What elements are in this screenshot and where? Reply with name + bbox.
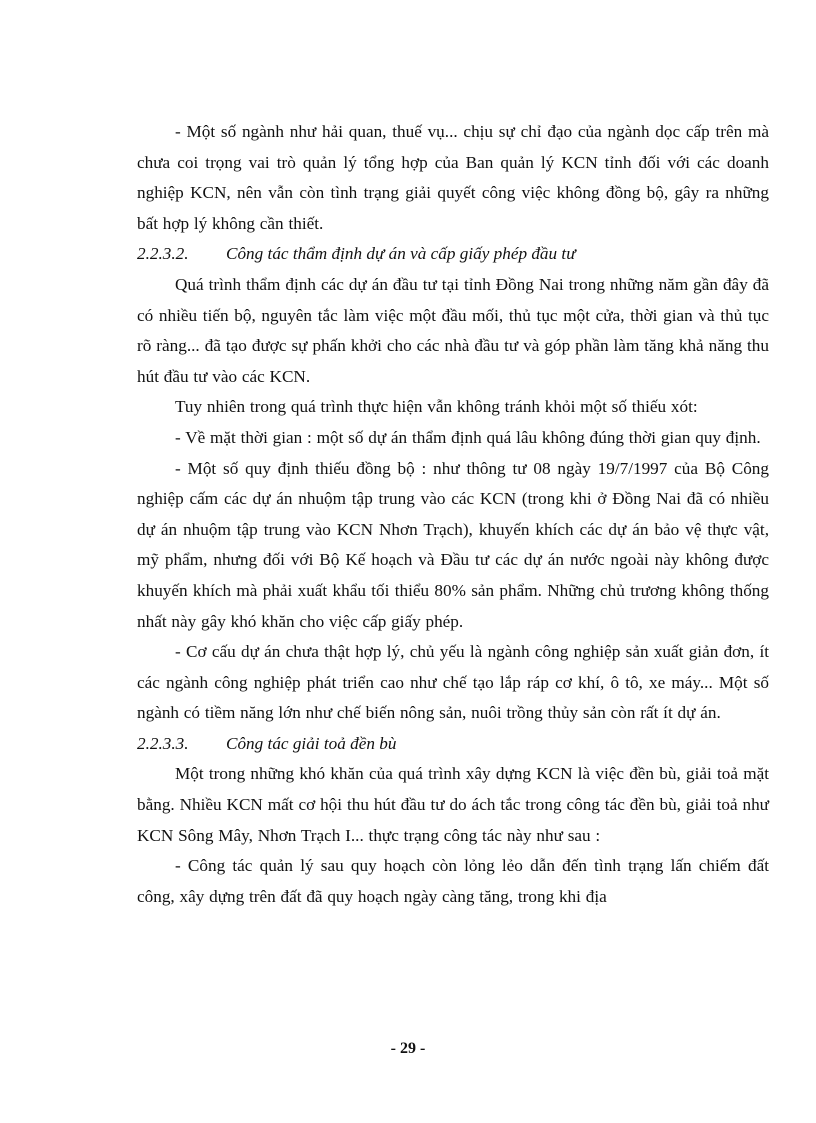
paragraph: - Một số quy định thiếu đồng bộ : như thông tư 08 ngày 19/7/1997 của Bộ Công nghiệp cấm các dự án nhuộm tập trung vào các KCN (trong khi ở Đồng Nai đã có nhiều dự án nhuộm tập trung vào KCN Nhơn Trạch), khuyến khích các dự án bảo vệ thực vật, mỹ phẩm, nhưng đối với Bộ Kế hoạch và Đầu tư các dự án nước ngoài này không được khuyến khích mà phải xuất khẩu tối thiểu 80% sản phẩm. Những chủ trương không thống nhất này gây khó khăn cho việc cấp giấy phép.	[137, 458, 769, 631]
paragraph: - Về mặt thời gian : một số dự án thẩm định quá lâu không đúng thời gian quy định.	[175, 427, 761, 447]
section-heading	[137, 729, 769, 760]
section-title: Công tác thẩm định dự án và cấp giấy phép đầu tư	[226, 244, 576, 264]
section-number: 2.2.3.2.	[137, 244, 189, 264]
paragraph: Tuy nhiên trong quá trình thực hiện vẫn không tránh khỏi một số thiếu xót:	[175, 397, 698, 417]
section-number: 2.2.3.3.	[137, 733, 189, 753]
page-number: - 29 -	[390, 1040, 426, 1057]
paragraph: Quá trình thẩm định các dự án đầu tư tại tỉnh Đồng Nai trong những năm gần đây đã có nhiều tiến bộ, nguyên tắc làm việc một đầu mối, thủ tục một cửa, thời gian và thủ tục rõ ràng... đã tạo được sự phấn khởi cho các nhà đầu tư và góp phần làm tăng khả năng thu hút đầu tư vào các KCN.	[137, 274, 769, 386]
paragraph: - Một số ngành như hải quan, thuế vụ... chịu sự chỉ đạo của ngành dọc cấp trên mà chưa coi trọng vai trò quản lý tổng hợp của Ban quản lý KCN tỉnh đối với các doanh nghiệp KCN, nên vẫn còn tình trạng giải quyết công việc không đồng bộ, gây ra những bất hợp lý không cần thiết.	[137, 122, 769, 233]
paragraph: - Công tác quản lý sau quy hoạch còn lỏng lẻo dẫn đến tình trạng lấn chiếm đất công, xây dựng trên đất đã quy hoạch ngày càng tăng, trong khi địa	[137, 856, 769, 906]
paragraph: - Cơ cấu dự án chưa thật hợp lý, chủ yếu là ngành công nghiệp sản xuất giản đơn, ít các ngành công nghiệp phát triển cao như chế tạo lắp ráp cơ khí, ô tô, xe máy... Một số ngành có tiềm năng lớn như chế biến nông sản, nuôi trồng thủy sản còn rất ít dự án.	[137, 642, 769, 723]
document-body	[137, 117, 769, 912]
section-heading	[137, 239, 769, 270]
paragraph: Một trong những khó khăn của quá trình xây dựng KCN là việc đền bù, giải toả mặt bằng. Nhiều KCN mất cơ hội thu hút đầu tư do ách tắc trong công tác đền bù, giải toả như KCN Sông Mây, Nhơn Trạch I... thực trạng công tác này như sau :	[137, 764, 769, 845]
section-title: Công tác giải toả đền bù	[226, 733, 397, 753]
